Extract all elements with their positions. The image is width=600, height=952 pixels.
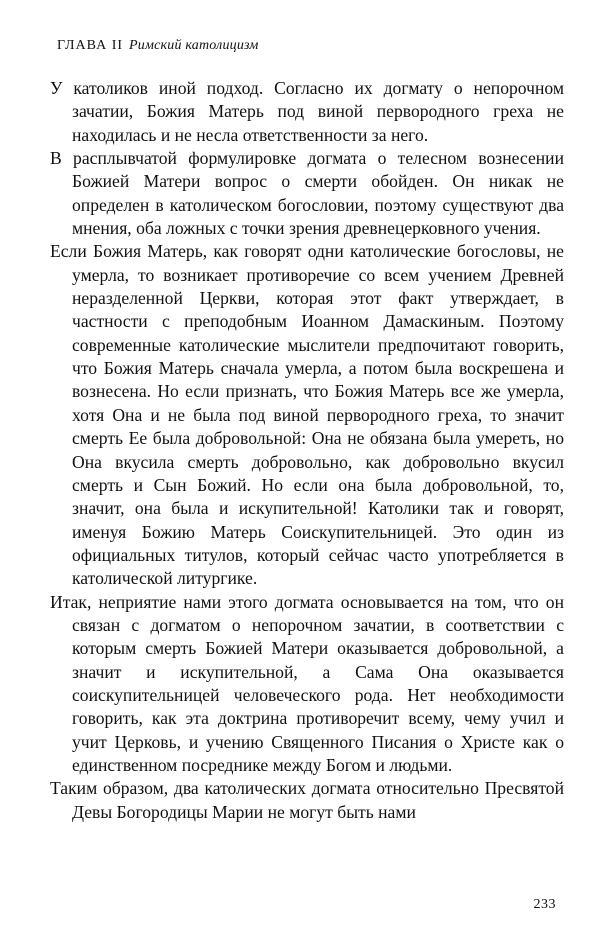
running-head [57, 38, 259, 54]
chapter-label: ГЛАВА II [57, 38, 124, 53]
chapter-topic: Римский католицизм [129, 38, 259, 53]
paragraph-4: Итак, неприятие нами этого догмата основывается на том, что он связан с догматом о непорочном зачатии, в соответствии с которым смерть Божией Матери оказывается добровольной, а значит и искупительной, а Сама Она оказывается соискупительницей человеческого рода. Нет необходимости говорить, как эта доктрина противоречит всему, чему учил и учит Церковь, и учению Священного Писания о Христе как о единственном посреднике между Богом и людьми. [50, 591, 564, 775]
paragraph-2: В расплывчатой формулировке догмата о телесном вознесении Божией Матери вопрос о смерти обойден. Он никак не определен в католическом богословии, поэтому существуют два мнения, оба ложных с точки зрения древнецерковного учения. [50, 148, 564, 239]
body-text [50, 77, 564, 824]
paragraph-1: У католиков иной подход. Согласно их догмату о непорочном зачатии, Божия Матерь под виной первородного греха не находилась и не несла ответственности за него. [50, 78, 564, 145]
paragraph-3: Если Божия Матерь, как говорят одни католические богословы, не умерла, то возникает противоречие со всем учением Древней неразделенной Церкви, которая этот факт утверждает, в частности с преподобным Иоанном Дамаскиным. Поэтому современные католические мыслители предпочитают говорить, что Божия Матерь сначала умерла, а потом была воскрешена и вознесена. Но если признать, что Божия Матерь все же умерла, хотя Она и не была под виной первородного греха, то значит смерть Ее была добровольной: Она не обязана была умереть, но Она вкусила смерть добровольно, как добровольно вкусил смерть и Сын Божий. Но если она была добровольной, то, значит, она была и искупительной! Католики так и говорят, именуя Божию Матерь Соискупительницей. Это один из официальных титулов, который сейчас часто употребляется в католической литургике. [50, 241, 564, 589]
paragraph-5: Таким образом, два католических догмата относительно Пресвятой Девы Богородицы Марии не могут быть нами [50, 778, 564, 822]
page-number: 233 [533, 897, 556, 912]
